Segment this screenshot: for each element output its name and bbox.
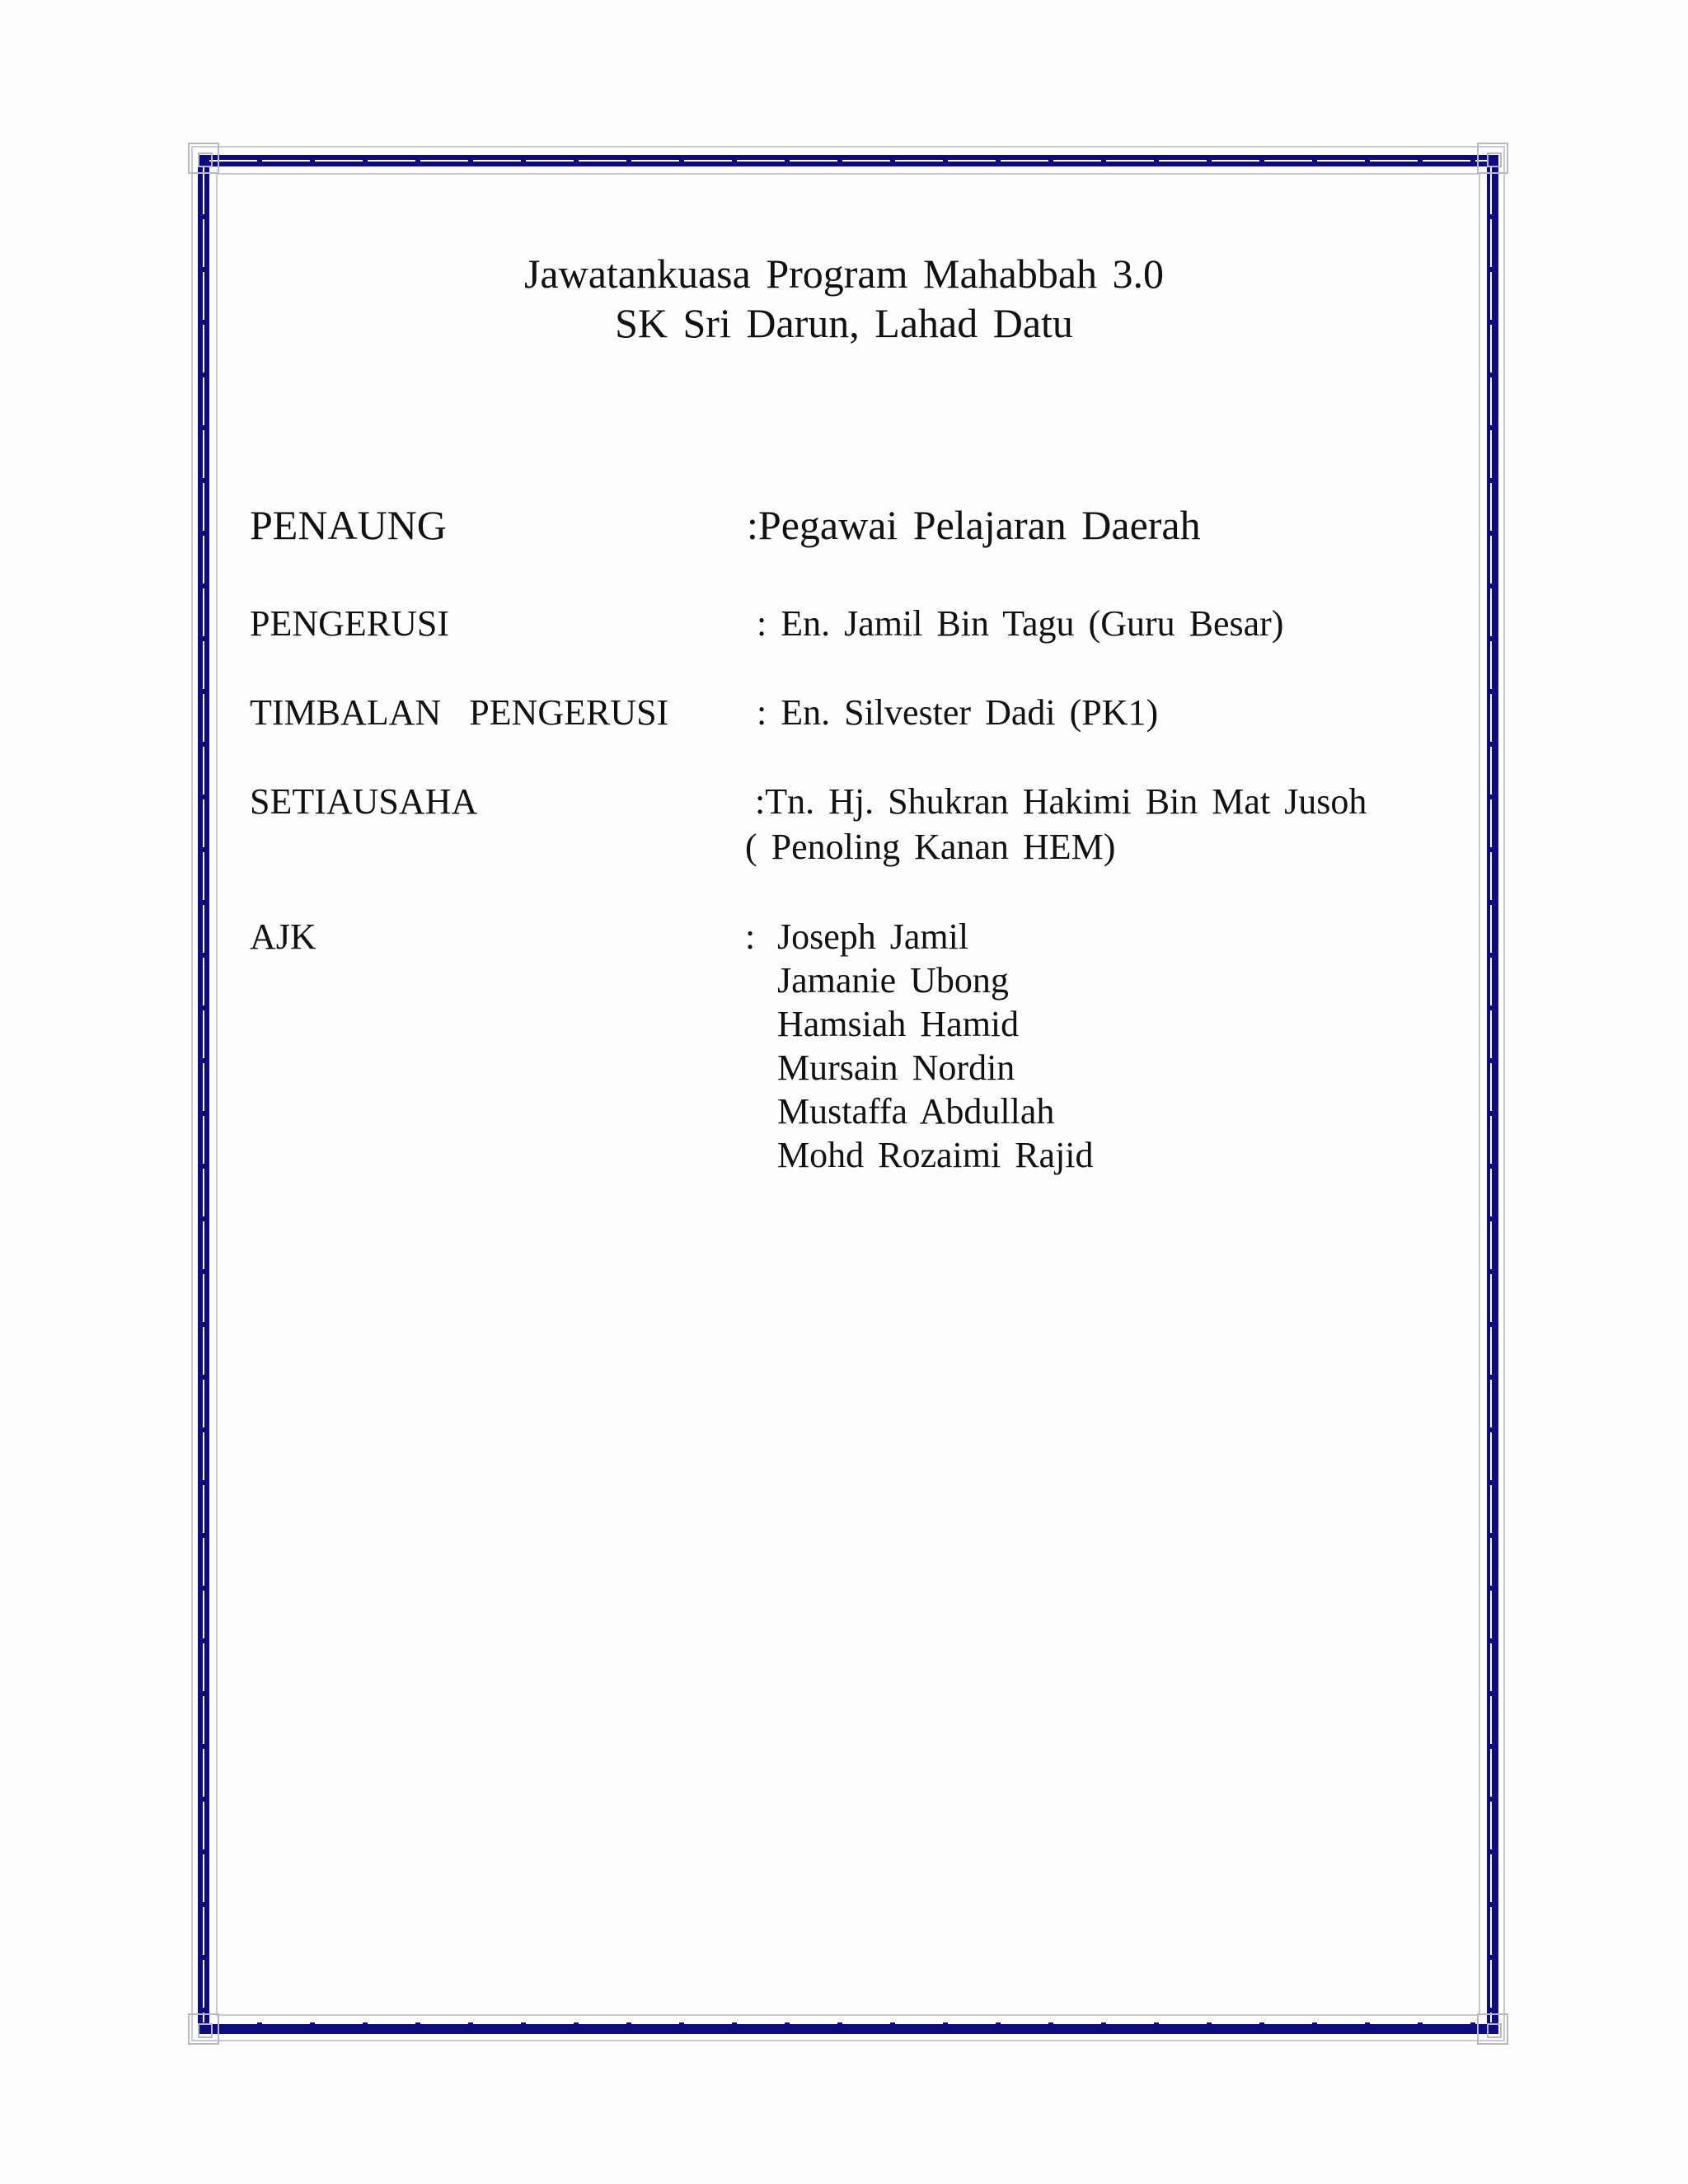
document-title: Jawatankuasa Program Mahabbah 3.0 — [523, 251, 1165, 297]
page-border-dashes-top — [209, 160, 1487, 162]
ajk-member: Mustaffa Abdullah — [777, 1091, 1055, 1132]
ajk-member: Mursain Nordin — [777, 1047, 1015, 1088]
pengerusi-label: PENGERUSI — [250, 603, 450, 644]
border-corner-bottom-left — [188, 2013, 219, 2045]
ajk-member: Hamsiah Hamid — [777, 1004, 1020, 1044]
setiausaha-role: ( Penoling Kanan HEM) — [745, 827, 1116, 867]
ajk-label: AJK — [250, 916, 316, 957]
page-border-dashes-bottom — [209, 2022, 1487, 2024]
border-corner-top-left — [188, 143, 219, 174]
document-subtitle: SK Sri Darun, Lahad Datu — [615, 300, 1073, 346]
timbalan-pengerusi-value: : En. Silvester Dadi (PK1) — [757, 692, 1159, 733]
ajk-member: Joseph Jamil — [777, 916, 969, 957]
ajk-member-list — [777, 915, 1094, 1177]
pengerusi-value: : En. Jamil Bin Tagu (Guru Besar) — [757, 603, 1284, 644]
border-corner-bottom-right — [1477, 2013, 1508, 2045]
timbalan-pengerusi-label: TIMBALAN PENGERUSI — [250, 692, 669, 733]
ajk-separator: : — [745, 916, 756, 957]
setiausaha-value: :Tn. Hj. Shukran Hakimi Bin Mat Jusoh — [755, 781, 1367, 822]
penaung-label: PENAUNG — [250, 502, 447, 548]
page-border-dashes-right — [1490, 166, 1492, 2022]
ajk-member: Jamanie Ubong — [777, 960, 1009, 1001]
page-border-dashes-left — [203, 166, 204, 2022]
setiausaha-label: SETIAUSAHA — [250, 781, 478, 822]
border-corner-top-right — [1477, 143, 1508, 174]
penaung-value: :Pegawai Pelajaran Daerah — [747, 502, 1201, 548]
ajk-member: Mohd Rozaimi Rajid — [777, 1135, 1094, 1175]
